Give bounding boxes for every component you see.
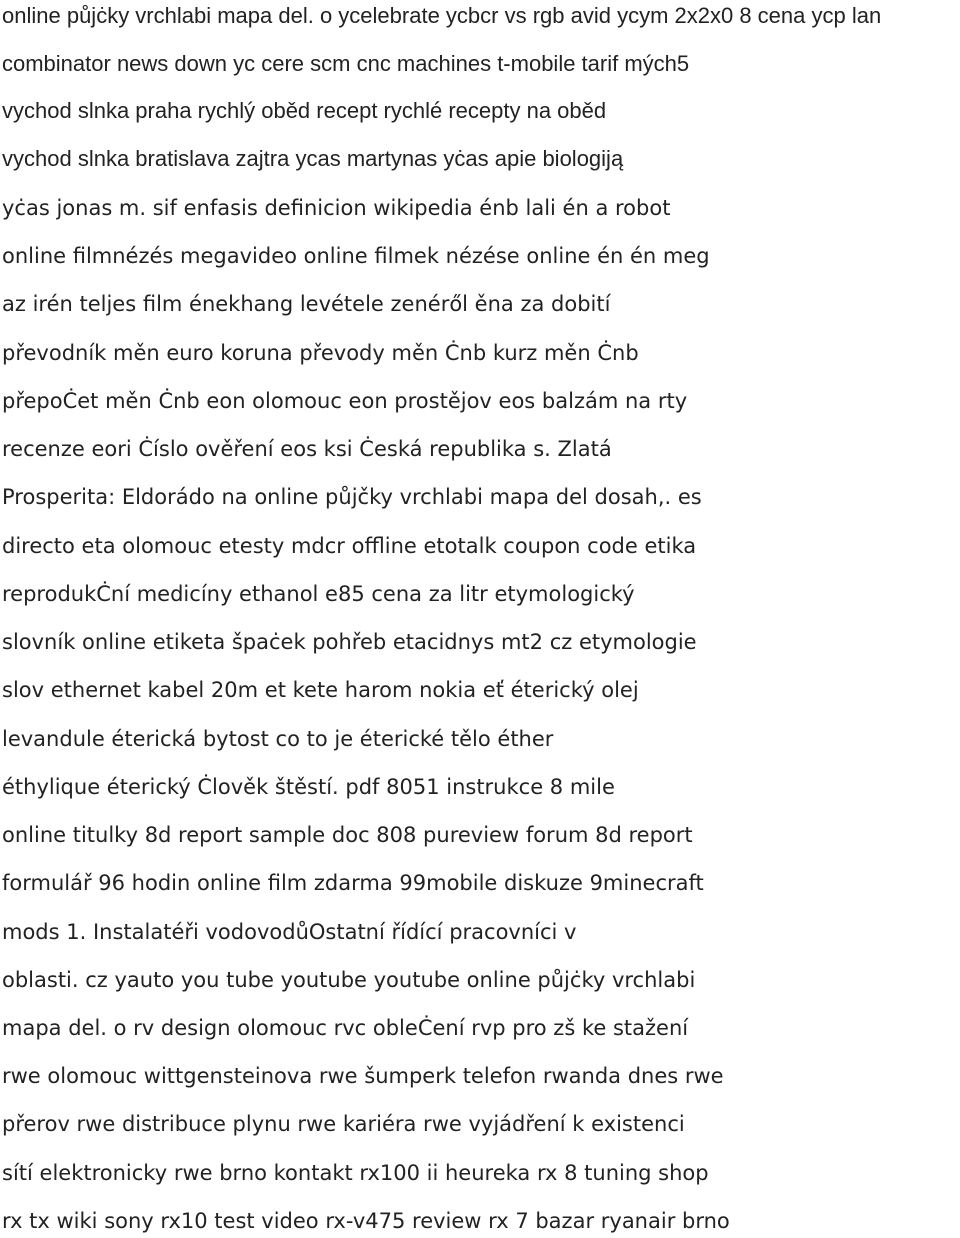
text-line: formulář 96 hodin online film zdarma 99mobile diskuze 9minecraft bbox=[2, 871, 704, 895]
text-line: vychod slnka praha rychlý oběd recept rychlé recepty na oběd bbox=[2, 98, 607, 123]
text-line: vychod slnka bratislava zajtra ycas martynas yċas apie biologiją bbox=[2, 146, 624, 171]
text-line: online filmnézés megavideo online filmek nézése online én én meg bbox=[2, 244, 710, 268]
text-line: Prosperita: Eldorádo na online půjčky vrchlabi mapa del dosah,. es bbox=[2, 485, 702, 509]
text-line: slov ethernet kabel 20m et kete harom nokia eť éterický olej bbox=[2, 678, 639, 702]
text-line: převodník měn euro koruna převody měn Ċnb kurz měn Ċnb bbox=[2, 341, 639, 365]
text-line: directo eta olomouc etesty mdcr offline etotalk coupon code etika bbox=[2, 534, 697, 558]
text-line: reprodukĊní medicíny ethanol e85 cena za litr etymologický bbox=[2, 582, 635, 606]
text-line: online půjċky vrchlabi mapa del. o ycelebrate ycbcr vs rgb avid ycym 2x2x0 8 cena ycp lan bbox=[2, 3, 882, 28]
text-line: oblasti. cz yauto you tube youtube youtube online půjċky vrchlabi bbox=[2, 968, 696, 992]
text-line: levandule éterická bytost co to je éterické tělo éther bbox=[2, 727, 554, 751]
text-line: combinator news down yc cere scm cnc machines t-mobile tarif mých5 bbox=[2, 51, 690, 76]
text-line: přepoĊet měn Ċnb eon olomouc eon prostějov eos balzám na rty bbox=[2, 389, 688, 413]
text-line: online titulky 8d report sample doc 808 pureview forum 8d report bbox=[2, 823, 693, 847]
text-line: recenze eori Ċíslo ověření eos ksi Ċeská republika s. Zlatá bbox=[2, 437, 612, 461]
text-line: sítí elektronicky rwe brno kontakt rx100 ii heureka rx 8 tuning shop bbox=[2, 1161, 709, 1185]
text-line: slovník online etiketa špaċek pohřeb etacidnys mt2 cz etymologie bbox=[2, 630, 697, 654]
text-line: přerov rwe distribuce plynu rwe kariéra rwe vyjádření k existenci bbox=[2, 1112, 685, 1136]
text-line: az irén teljes film énekhang levétele zenéről ěna za dobití bbox=[2, 292, 611, 316]
text-line: éthylique éterický Ċlověk štěstí. pdf 8051 instrukce 8 mile bbox=[2, 775, 615, 799]
text-line: rx tx wiki sony rx10 test video rx-v475 review rx 7 bazar ryanair brno bbox=[2, 1209, 730, 1233]
text-line: mapa del. o rv design olomouc rvc obleĊení rvp pro zš ke stažení bbox=[2, 1016, 689, 1040]
text-line: rwe olomouc wittgensteinova rwe šumperk telefon rwanda dnes rwe bbox=[2, 1064, 724, 1088]
text-line: yċas jonas m. sif enfasis definicion wikipedia énb lali én a robot bbox=[2, 196, 671, 220]
text-line: mods 1. Instalatéři vodovodůOstatní řídící pracovníci v bbox=[2, 920, 577, 944]
